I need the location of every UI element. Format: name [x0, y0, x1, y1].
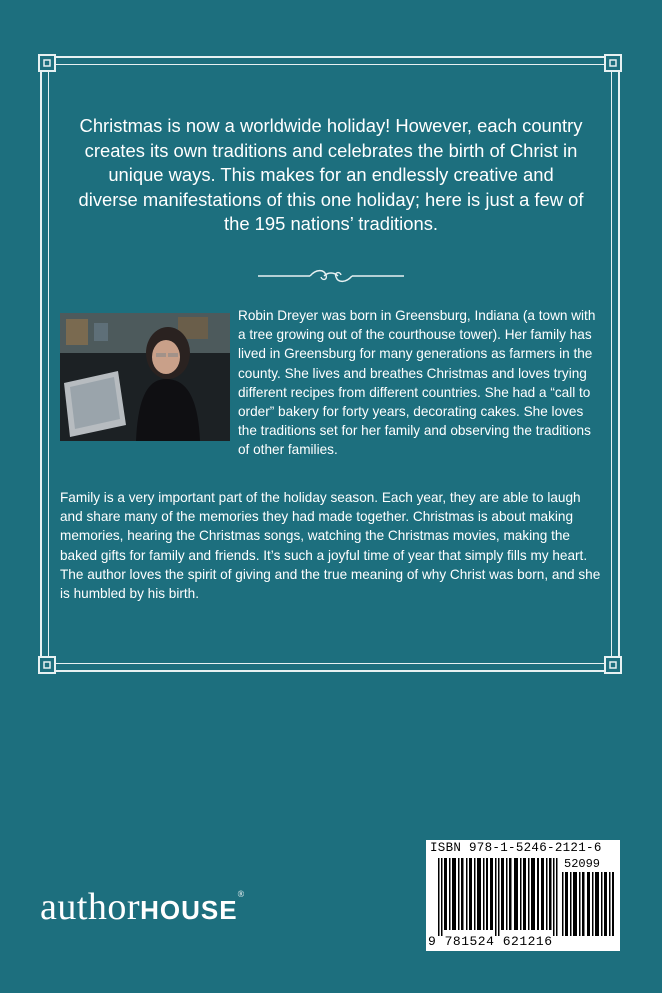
barcode-bars-main	[438, 858, 558, 936]
registered-mark: ®	[237, 889, 245, 899]
intro-paragraph: Christmas is now a worldwide holiday! However, each country creates its own traditions and celebrates the birth of Christ in unique ways. This makes for an endlessly creative and diverse manifestations of this one holiday; here is just a few of the 195 nations’ traditions.	[78, 115, 584, 235]
photo-text-wrap-spacer	[60, 306, 238, 442]
author-bio-text: Robin Dreyer was born in Greensburg, Indiana (a town with a tree growing out of the courthouse tower). Her family has lived in Greensburg for many generations as farmers in the county. She lives and breathes Christmas and loves trying different recipes from different countries. She had a “call to order” bakery for forty years, decorating cakes. She loves the traditions set for her family and observing the traditions of other families.	[238, 308, 596, 458]
barcode-bars-addon	[562, 872, 614, 936]
family-paragraph: Family is a very important part of the holiday season. Each year, they are able to laugh and share many of the memories they had made together. Christmas is about making memories, hearing the Christmas songs, watching the Christmas movies, making the baked gifts for family and friends. It’s such a joyful time of year that simply fills my heart. The author loves the spirit of giving and the true meaning of why Christ was born, and she is humbled by his birth.	[60, 490, 601, 602]
publisher-logo	[40, 888, 245, 926]
frame-corner-ornament	[38, 54, 56, 72]
frame-corner-ornament	[604, 54, 622, 72]
author-bio-paragraph	[60, 306, 604, 460]
frame-corner-ornament	[38, 656, 56, 674]
publisher-logo-house: HOUSE	[140, 895, 238, 925]
publisher-logo-author: author	[40, 886, 141, 928]
isbn-label: ISBN 978-1-5246-2121-6	[430, 841, 602, 855]
barcode-digits: 9 781524 621216	[428, 934, 553, 949]
isbn-barcode	[426, 840, 620, 951]
flourish-divider	[258, 266, 404, 286]
price-code: 52099	[564, 857, 601, 871]
frame-corner-ornament	[604, 656, 622, 674]
